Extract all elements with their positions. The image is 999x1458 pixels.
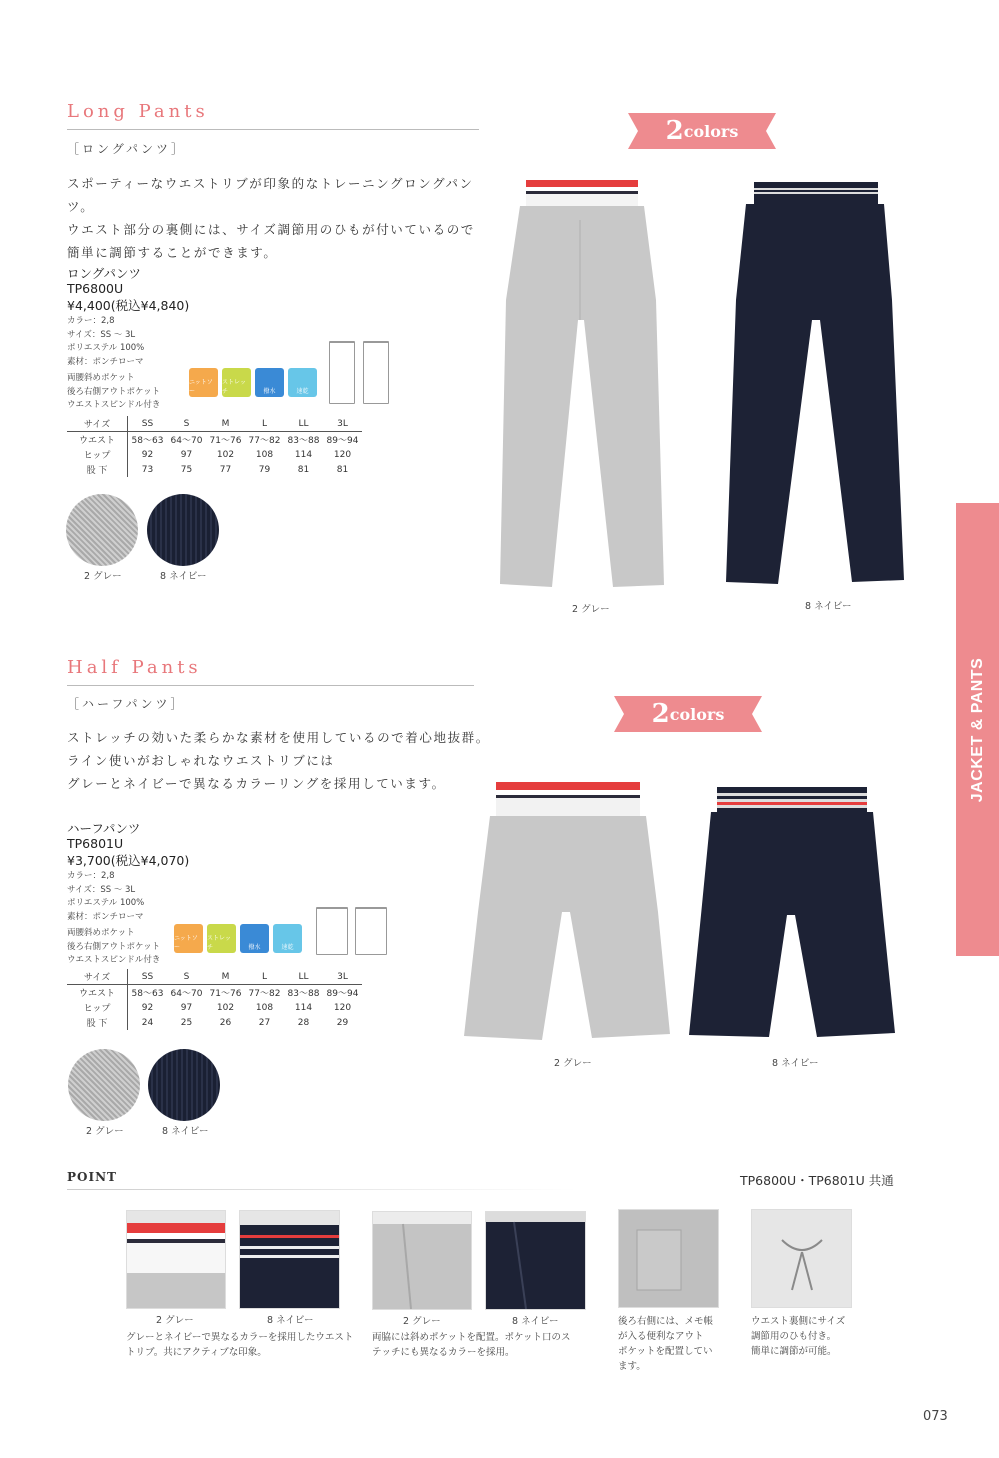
table-cell: 81: [336, 464, 349, 475]
half-pants-subtitle: ［ハーフパンツ］: [67, 697, 186, 711]
divider: [67, 1189, 577, 1190]
table-cell: 25: [180, 1017, 193, 1028]
table-cell: M: [206, 969, 245, 985]
water-repellent-badge-icon: 撥水: [240, 924, 269, 953]
table-row: [67, 1000, 362, 1015]
table-row: [67, 462, 362, 477]
point-text-line: グレーとネイビーで異なるカラーを採用したウエスト: [126, 1332, 354, 1343]
long-pants-info: [67, 266, 189, 413]
half-pants-info: [67, 821, 189, 968]
table-cell: 83～88: [287, 989, 320, 999]
gray-swatch: [68, 1049, 140, 1121]
table-cell: ヒップ: [67, 447, 128, 462]
table-cell: 58～63: [131, 989, 164, 999]
point-text-line: 後ろ右側には、メモ帳: [618, 1316, 714, 1327]
feature-line: 両腰斜めポケット: [67, 373, 135, 383]
product-price: ¥3,700(税込¥4,070): [67, 853, 190, 868]
navy-swatch: [147, 494, 219, 566]
table-cell: ヒップ: [67, 1000, 128, 1015]
table-header-row: [67, 969, 362, 985]
swatch-caption: 8 ネイビー: [160, 571, 207, 582]
product-code: TP6800U: [67, 281, 124, 296]
point-text-line: ウエスト裏側にサイズ: [751, 1316, 846, 1327]
table-cell: SS: [128, 416, 168, 432]
table-cell: M: [206, 416, 245, 432]
point-text-line: ポケットを配置してい: [618, 1346, 713, 1357]
long-pants-title: Long Pants: [67, 101, 209, 122]
quick-dry-badge-icon: 速乾: [288, 368, 317, 397]
product-features: [67, 927, 189, 968]
table-cell: 股 下: [67, 1015, 128, 1030]
desc-line: スポーティーなウエストリブが印象的なトレーニングロングパンツ。: [67, 176, 474, 214]
back-diagram-icon: [363, 341, 389, 404]
table-cell: 64～70: [170, 436, 203, 446]
half-pants-title: Half Pants: [67, 657, 202, 678]
product-name: ハーフパンツ: [67, 821, 141, 836]
point-text-pocket: [372, 1330, 592, 1360]
table-cell: L: [245, 969, 284, 985]
quick-dry-badge-icon: 速乾: [273, 924, 302, 953]
desc-line: グレーとネイビーで異なるカラーリングを採用しています。: [67, 776, 446, 791]
photo-caption: 8 ネイビー: [772, 1058, 819, 1069]
table-cell: 114: [294, 449, 313, 460]
feature-line: 後ろ右側アウトポケット: [67, 941, 161, 952]
half-size-table: [67, 969, 362, 1030]
point-text-line: 両脇には斜めポケットを配置。ポケット口のス: [372, 1332, 571, 1343]
point-text-line: ます。: [618, 1361, 646, 1372]
feature-line: 後ろ右側アウトポケット: [67, 386, 161, 397]
table-row: [67, 447, 362, 462]
table-cell: サイズ: [67, 416, 128, 432]
table-cell: サイズ: [67, 969, 128, 985]
table-cell: 120: [333, 449, 352, 460]
desc-line: ストレッチの効いた柔らかな素材を使用しているので着心地抜群。: [67, 730, 490, 745]
table-cell: LL: [284, 969, 323, 985]
table-cell: 92: [141, 1002, 154, 1013]
side-tab-label: JACKET & PANTS: [968, 657, 986, 802]
spec-line: サイズ：SS ～ 3L: [67, 329, 136, 340]
product-price: ¥4,400(税込¥4,840): [67, 298, 190, 313]
front-diagram-icon: [329, 341, 355, 404]
point-caption: 2 グレー: [403, 1316, 441, 1327]
desc-line: ライン使いがおしゃれなウエストリブには: [67, 753, 335, 768]
table-cell: 股 下: [67, 462, 128, 477]
table-cell: LL: [284, 416, 323, 432]
stretch-badge-icon: ストレッチ: [207, 924, 236, 953]
table-cell: 120: [333, 1002, 352, 1013]
divider: [67, 685, 474, 686]
table-cell: S: [167, 969, 206, 985]
long-navy-pants-photo: [724, 180, 908, 590]
table-cell: 89～94: [326, 989, 359, 999]
table-cell: 75: [180, 464, 193, 475]
feature-line: ウエストスピンドル付き: [67, 955, 161, 965]
navy-swatch: [148, 1049, 220, 1121]
photo-caption: 2 グレー: [572, 604, 610, 615]
half-gray-pants-photo: [462, 782, 674, 1044]
table-cell: 28: [297, 1017, 310, 1028]
knit-badge-icon: ニットソー: [174, 924, 203, 953]
point-gray-pocket-photo: [372, 1211, 472, 1310]
table-cell: 83～88: [287, 436, 320, 446]
point-caption: 2 グレー: [156, 1315, 194, 1326]
swatch-caption: 2 グレー: [84, 571, 122, 582]
point-caption: 8 ネイビー: [512, 1316, 559, 1327]
table-cell: 89～94: [326, 436, 359, 446]
table-cell: 102: [216, 449, 235, 460]
table-cell: 114: [294, 1002, 313, 1013]
point-text-drawstring: [751, 1314, 871, 1359]
point-caption: 8 ネイビー: [267, 1315, 314, 1326]
desc-line: 簡単に調節することができます。: [67, 245, 278, 260]
table-row: [67, 432, 362, 448]
table-header-row: [67, 416, 362, 432]
photo-caption: 8 ネイビー: [805, 601, 852, 612]
table-cell: 3L: [323, 969, 362, 985]
table-cell: L: [245, 416, 284, 432]
point-back-pocket-photo: [618, 1209, 719, 1308]
feature-badges: [189, 368, 317, 397]
long-size-table: [67, 416, 362, 477]
table-cell: 77～82: [248, 989, 281, 999]
spec-line: 素材：ポンチローマ: [67, 911, 144, 922]
ribbon-text: colors: [669, 704, 725, 724]
table-cell: 24: [141, 1017, 154, 1028]
long-gray-pants-photo: [496, 180, 666, 590]
point-text-waist: [126, 1330, 376, 1360]
spec-line: ポリエステル 100%: [67, 343, 145, 353]
table-cell: ウエスト: [67, 985, 128, 1001]
point-navy-pocket-photo: [485, 1211, 586, 1310]
front-diagram-icon: [316, 907, 348, 955]
product-specs: [67, 870, 189, 924]
colors-ribbon: [614, 696, 762, 732]
photo-caption: 2 グレー: [554, 1058, 592, 1069]
table-cell: ウエスト: [67, 432, 128, 448]
table-cell: 97: [180, 1002, 193, 1013]
table-cell: 3L: [323, 416, 362, 432]
table-cell: 108: [255, 449, 274, 460]
point-text-line: トリブ。共にアクティブな印象。: [126, 1347, 267, 1358]
ribbon-number: 2: [651, 699, 670, 729]
spec-line: 素材：ポンチローマ: [67, 356, 144, 367]
table-cell: 27: [258, 1017, 271, 1028]
point-text-line: テッチにも異なるカラーを採用。: [372, 1347, 515, 1358]
table-cell: 77: [219, 464, 232, 475]
table-cell: 71～76: [209, 989, 242, 999]
product-code: TP6801U: [67, 836, 124, 851]
table-cell: 58～63: [131, 436, 164, 446]
water-repellent-badge-icon: 撥水: [255, 368, 284, 397]
ribbon-text: colors: [683, 121, 739, 141]
spec-line: ポリエステル 100%: [67, 898, 145, 908]
table-cell: SS: [128, 969, 168, 985]
table-cell: 29: [336, 1017, 349, 1028]
point-drawstring-photo: [751, 1209, 852, 1308]
point-text-line: 調節用のひも付き。: [751, 1331, 837, 1342]
spec-line: サイズ：SS ～ 3L: [67, 884, 136, 895]
table-cell: 92: [141, 449, 154, 460]
product-specs: [67, 315, 189, 369]
table-cell: 26: [219, 1017, 232, 1028]
stretch-badge-icon: ストレッチ: [222, 368, 251, 397]
table-cell: 64～70: [170, 989, 203, 999]
product-features: [67, 372, 189, 413]
table-cell: 71～76: [209, 436, 242, 446]
feature-badges: [174, 924, 302, 953]
page-number: 073: [923, 1409, 948, 1424]
long-pants-subtitle: ［ロングパンツ］: [67, 142, 187, 156]
table-cell: S: [167, 416, 206, 432]
point-common-label: TP6800U・TP6801U 共通: [740, 1173, 894, 1188]
ribbon-number: 2: [665, 116, 684, 146]
desc-line: ウエスト部分の裏側には、サイズ調節用のひもが付いているので: [67, 222, 475, 237]
point-gray-waist-photo: [126, 1210, 226, 1309]
feature-line: 両腰斜めポケット: [67, 928, 135, 938]
table-cell: 102: [216, 1002, 235, 1013]
half-pants-description: [67, 726, 497, 795]
point-text-back-pocket: [618, 1314, 728, 1374]
table-cell: 108: [255, 1002, 274, 1013]
table-cell: 77～82: [248, 436, 281, 446]
half-navy-pants-photo: [687, 785, 897, 1041]
table-cell: 81: [297, 464, 310, 475]
gray-swatch: [66, 494, 138, 566]
colors-ribbon: [628, 113, 776, 149]
table-cell: 97: [180, 449, 193, 460]
point-navy-waist-photo: [239, 1210, 340, 1309]
table-cell: 73: [141, 464, 154, 475]
long-pants-description: [67, 172, 497, 264]
point-text-line: が入る便利なアウト: [618, 1331, 704, 1342]
product-name: ロングパンツ: [67, 266, 142, 281]
divider: [67, 129, 479, 130]
swatch-caption: 2 グレー: [86, 1126, 124, 1137]
table-row: [67, 1015, 362, 1030]
spec-line: カラー：2,8: [67, 871, 115, 881]
side-tab: [956, 503, 999, 956]
table-row: [67, 985, 362, 1001]
back-diagram-icon: [355, 907, 387, 955]
knit-badge-icon: ニットソー: [189, 368, 218, 397]
feature-line: ウエストスピンドル付き: [67, 400, 161, 410]
table-cell: 79: [258, 464, 271, 475]
swatch-caption: 8 ネイビー: [162, 1126, 209, 1137]
point-text-line: 簡単に調節が可能。: [751, 1346, 837, 1357]
point-title: POINT: [67, 1170, 117, 1184]
spec-line: カラー：2,8: [67, 316, 115, 326]
